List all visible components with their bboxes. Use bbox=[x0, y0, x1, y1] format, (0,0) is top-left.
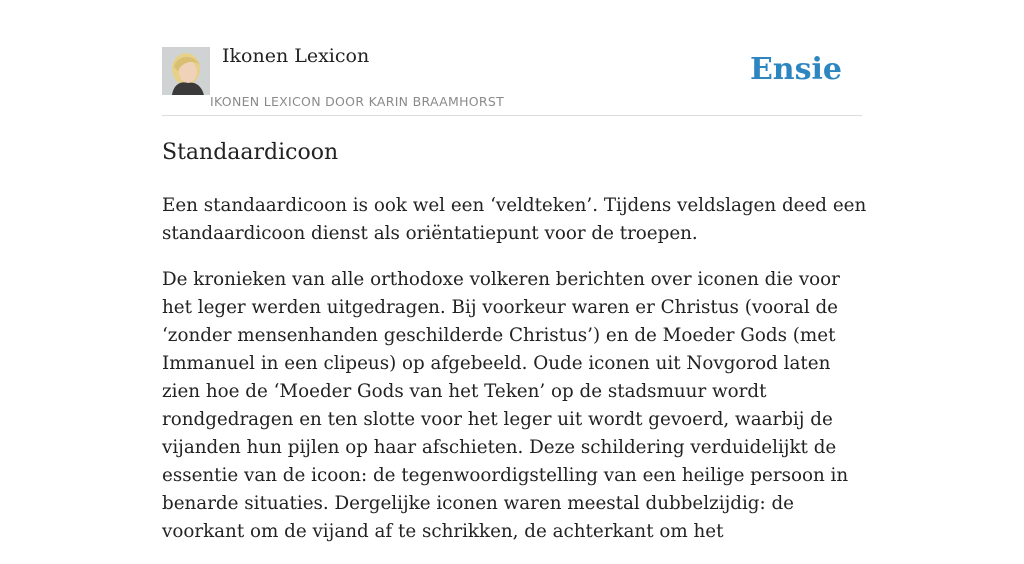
page-title: Standaardicoon bbox=[162, 140, 339, 165]
author-subtitle: IKONEN LEXICON DOOR KARIN BRAAMHORST bbox=[210, 94, 505, 109]
paragraph-2: De kronieken van alle orthodoxe volkeren berichten over iconen die voor het leger werden uitgedragen. Bij voorkeur waren er Christus (vooral de ‘zonder mensenhanden geschilderde Christus’) en de Moeder Gods (met Immanuel in een clipeus) op afgebeeld. Oude iconen uit Novgorod laten zien hoe de ‘Moeder Gods van het Teken’ op de stadsmuur wordt rondgedragen en ten slotte voor het leger uit wordt gevoerd, waarbij de vijanden hun pijlen op haar afschieten. Deze schildering verduidelijkt de essentie van de icoon: de tegenwoordigstelling van een heilige persoon in benarde situaties. Dergelijke iconen waren meestal dubbelzijdig: de voorkant om de vijand af te schrikken, de achterkant om het bbox=[162, 269, 849, 542]
avatar[interactable] bbox=[162, 47, 210, 95]
article-content bbox=[162, 192, 867, 564]
paragraph-1: Een standaardicoon is ook wel een ‘veldteken’. Tijdens veldslagen deed een standaardicoon dienst als oriëntatiepunt voor de troepen. bbox=[162, 195, 867, 244]
header bbox=[162, 0, 862, 116]
ensie-logo[interactable]: Ensie bbox=[749, 52, 842, 87]
avatar-image bbox=[162, 47, 210, 95]
author-name-link[interactable]: Ikonen Lexicon bbox=[222, 45, 370, 67]
